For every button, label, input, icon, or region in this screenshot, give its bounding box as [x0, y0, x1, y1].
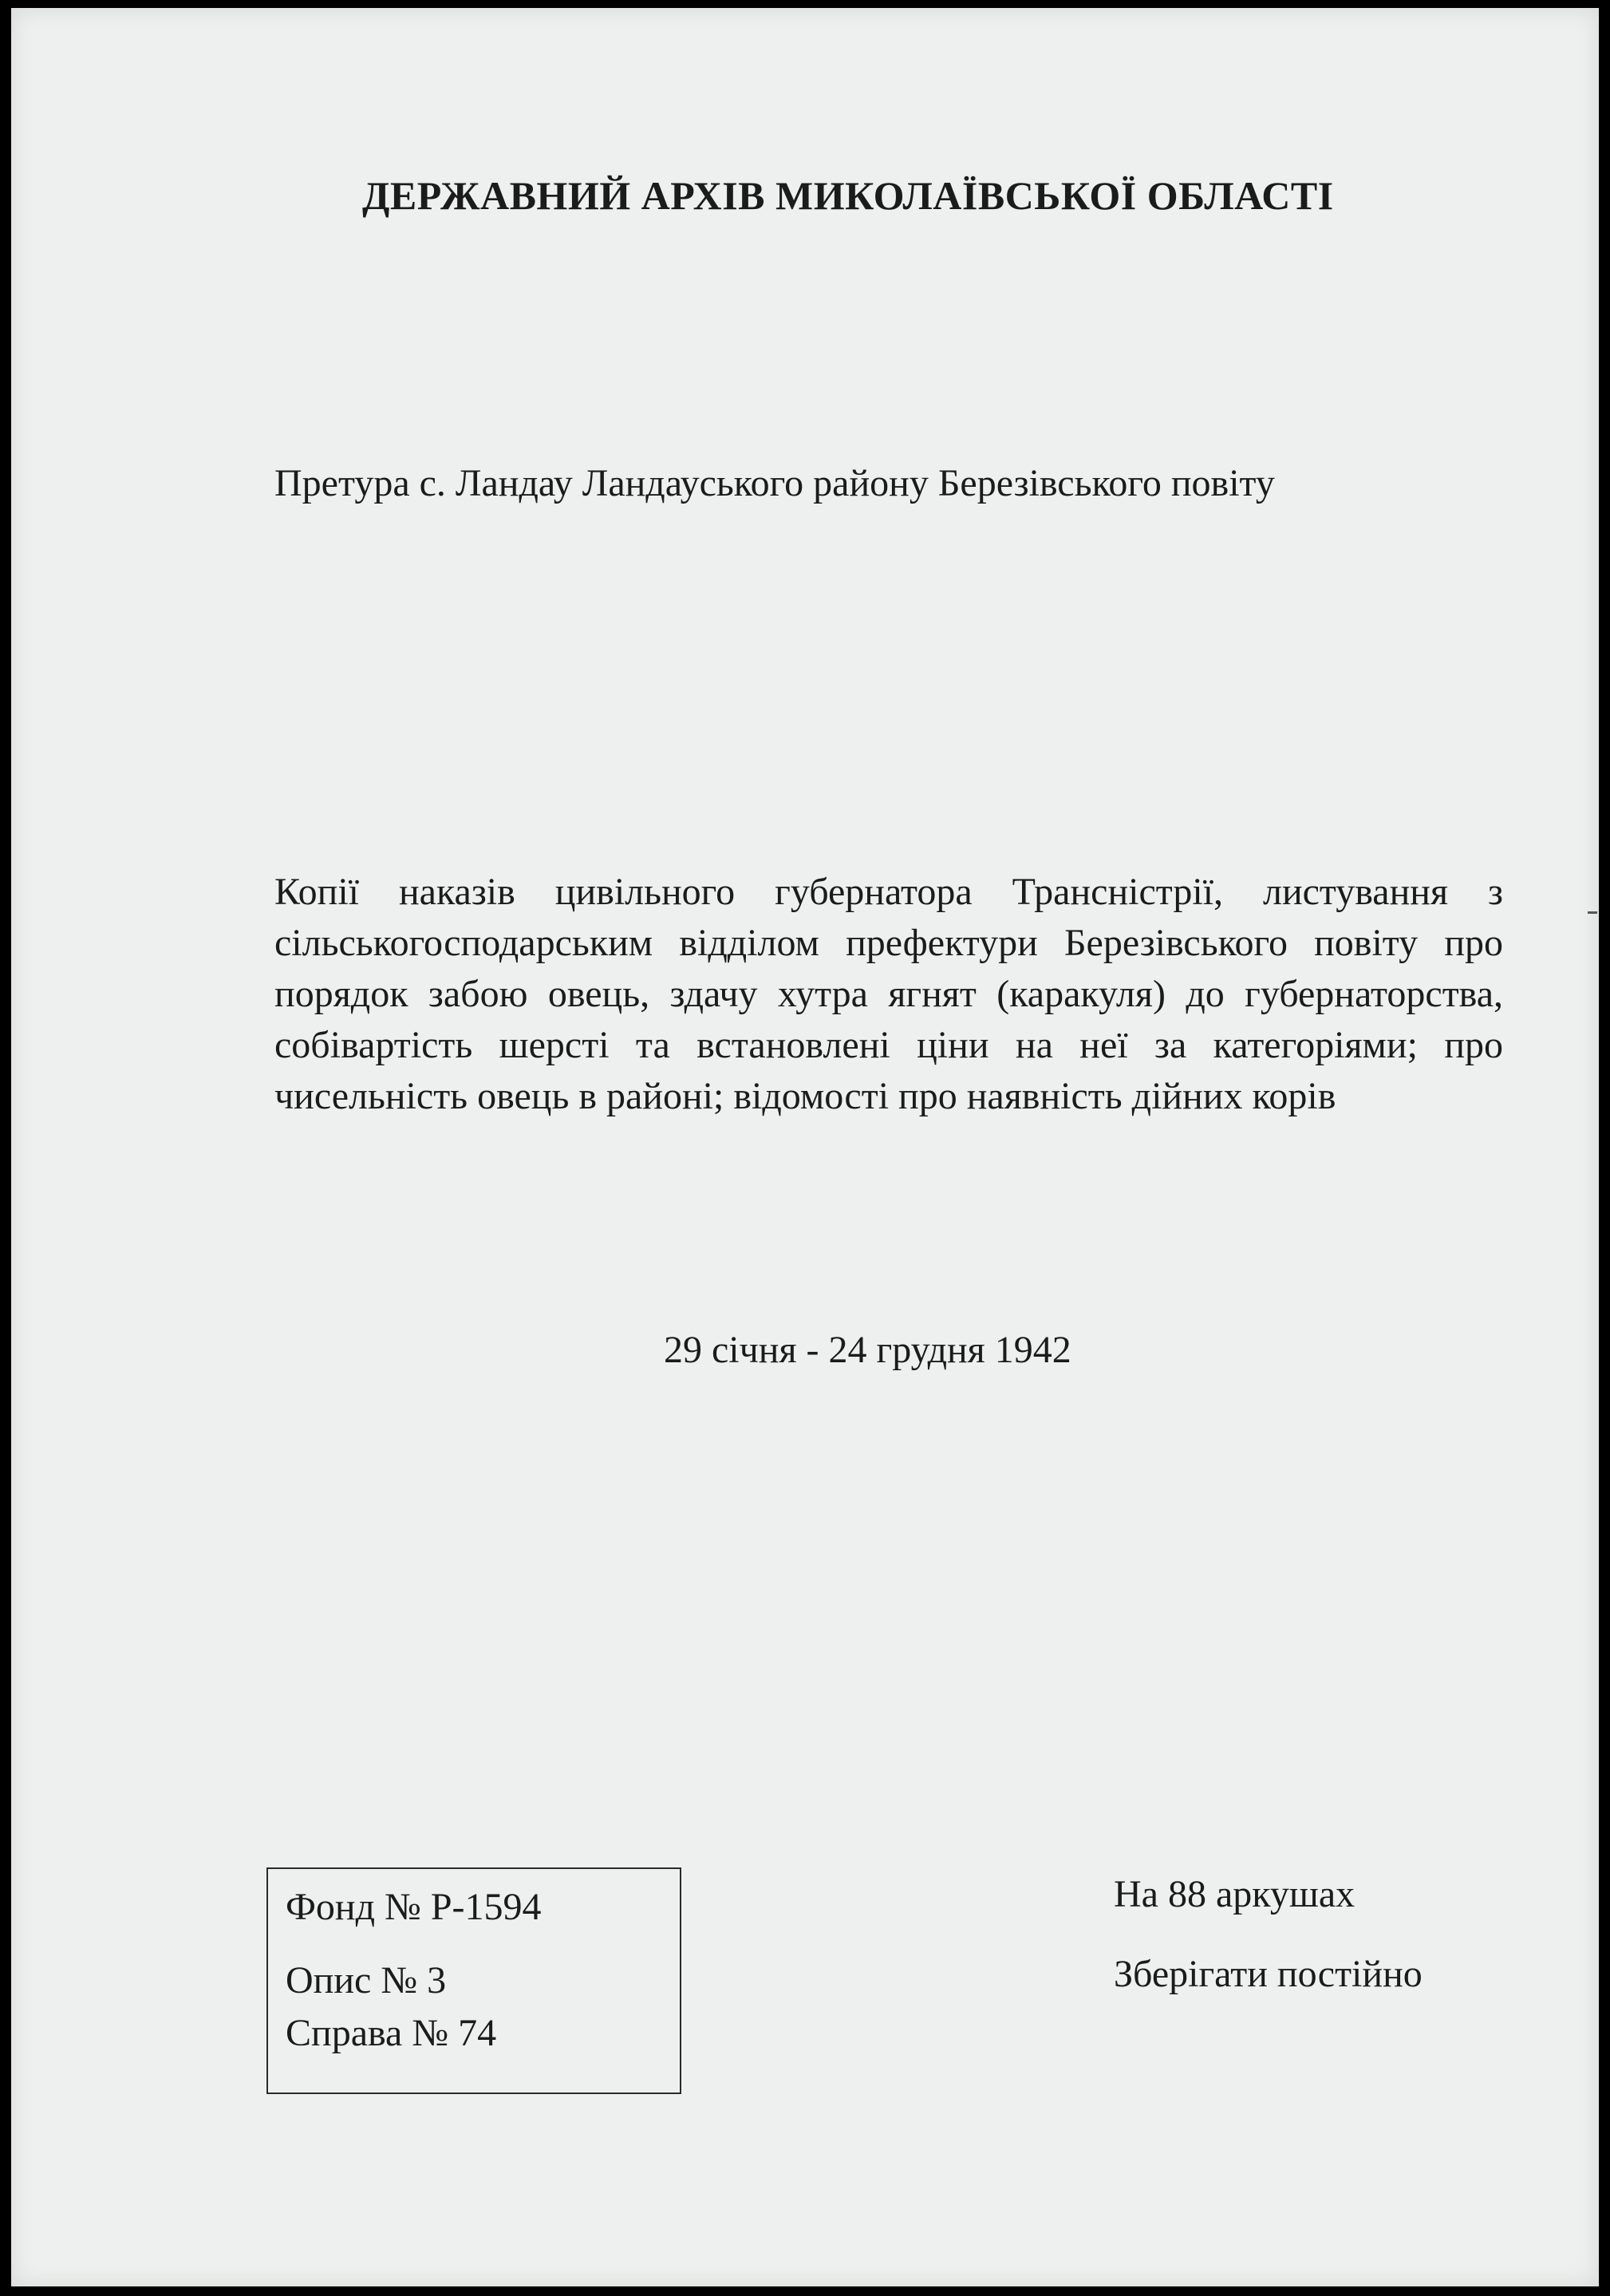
fund-creator: Претура с. Ландау Ландауського району Березівського повіту — [274, 462, 1275, 504]
sprava-number: Справа № 74 — [286, 2012, 497, 2054]
opys-number: Опис № 3 — [286, 1959, 447, 2002]
document-sheet — [11, 8, 1599, 2286]
retention-note: Зберігати постійно — [1114, 1953, 1423, 1995]
archive-title: ДЕРЖАВНИЙ АРХІВ МИКОЛАЇВСЬКОЇ ОБЛАСТІ — [362, 173, 1334, 218]
case-description: Копії наказів цивільного губернатора Трансністрії, листування з сільськогосподарським відділом префектури Березівського повіту про порядок забою овець, здачу хутра ягнят (каракуля) до губернаторства, собівартість шерсті та встановлені ціни на неї за категоріями; про чисельність овець в районі; відомості про наявність дійних корів — [274, 871, 1503, 1117]
sheet-count: На 88 аркушах — [1114, 1873, 1355, 1915]
reference-box — [266, 1867, 681, 2094]
margin-mark — [1588, 911, 1597, 914]
fond-number: Фонд № Р-1594 — [286, 1886, 542, 1928]
date-range: 29 січня - 24 грудня 1942 — [664, 1329, 1071, 1371]
